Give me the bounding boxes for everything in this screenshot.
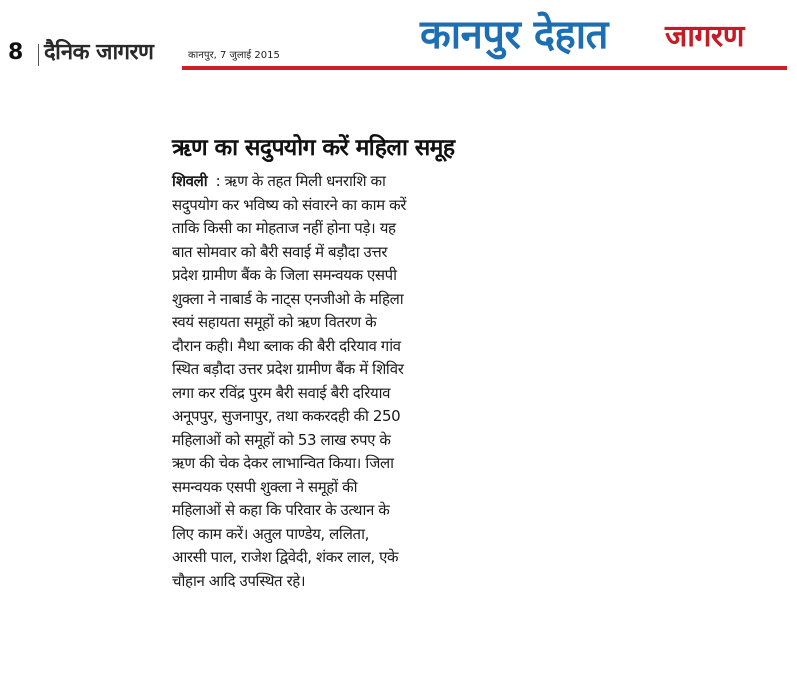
- article-line: आरसी पाल, राजेश द्विवेदी, शंकर लाल, एके: [172, 548, 399, 566]
- article-line: शुक्ला ने नाबार्ड के नाट्स एनजीओ के महिला: [172, 289, 404, 308]
- article-line: प्रदेश ग्रामीण बैंक के जिला समन्वयक एसपी: [172, 266, 397, 284]
- article-headline: ऋण का सदुपयोग करें महिला समूह: [172, 135, 455, 161]
- page-number: 8: [8, 40, 24, 65]
- article-line: समन्वयक एसपी शुक्ला ने समूहों की: [172, 477, 358, 496]
- article-line: स्वयं सहायता समूहों को ऋण वितरण के: [172, 313, 377, 331]
- article-line: लिए काम करें। अतुल पाण्डेय, ललिता,: [172, 524, 369, 543]
- masthead: [0, 0, 797, 80]
- article-line: स्थित बड़ौदा उत्तर प्रदेश ग्रामीण बैंक में शिविर: [172, 360, 404, 378]
- article-body: [172, 170, 502, 593]
- article-line: ऋण की चेक देकर लाभान्वित किया। जिला: [172, 454, 394, 472]
- brand-logo: जागरण: [665, 19, 744, 54]
- article-line: महिलाओं से कहा कि परिवार के उत्थान के: [172, 501, 390, 519]
- article-line: बात सोमवार को बैरी सवाई में बड़ौदा उत्तर: [172, 242, 388, 261]
- article-line: चौहान आदि उपस्थित रहे।: [172, 571, 306, 590]
- masthead-divider: [38, 44, 39, 66]
- edition-title: कानपुर देहात: [420, 12, 608, 58]
- article-line: अनूपपुर, सुजनापुर, तथा ककरदही की 250: [172, 407, 401, 425]
- article-line: महिलाओं को समूहों को 53 लाख रुपए के: [172, 430, 391, 449]
- paper-name: दैनिक जागरण: [44, 40, 154, 65]
- article-line: [172, 170, 502, 194]
- article-line: लगा कर रविंद्र पुरम बैरी सवाई बैरी दरियाव: [172, 383, 391, 402]
- dateline: कानपुर, 7 जुलाई 2015: [188, 50, 280, 61]
- masthead-rule: [182, 66, 787, 70]
- article-line: दौरान कही। मैथा ब्लाक की बैरी दरियाव गांव: [172, 336, 401, 355]
- article-byline: शिवली: [172, 172, 208, 190]
- article-line: सदुपयोग कर भविष्य को संवारने का काम करें: [172, 195, 406, 214]
- news-article: [172, 132, 502, 593]
- article-first-line: : ऋण के तहत मिली धनराशि का: [211, 172, 386, 190]
- article-line: ताकि किसी का मोहताज नहीं होना पड़े। यह: [172, 219, 396, 237]
